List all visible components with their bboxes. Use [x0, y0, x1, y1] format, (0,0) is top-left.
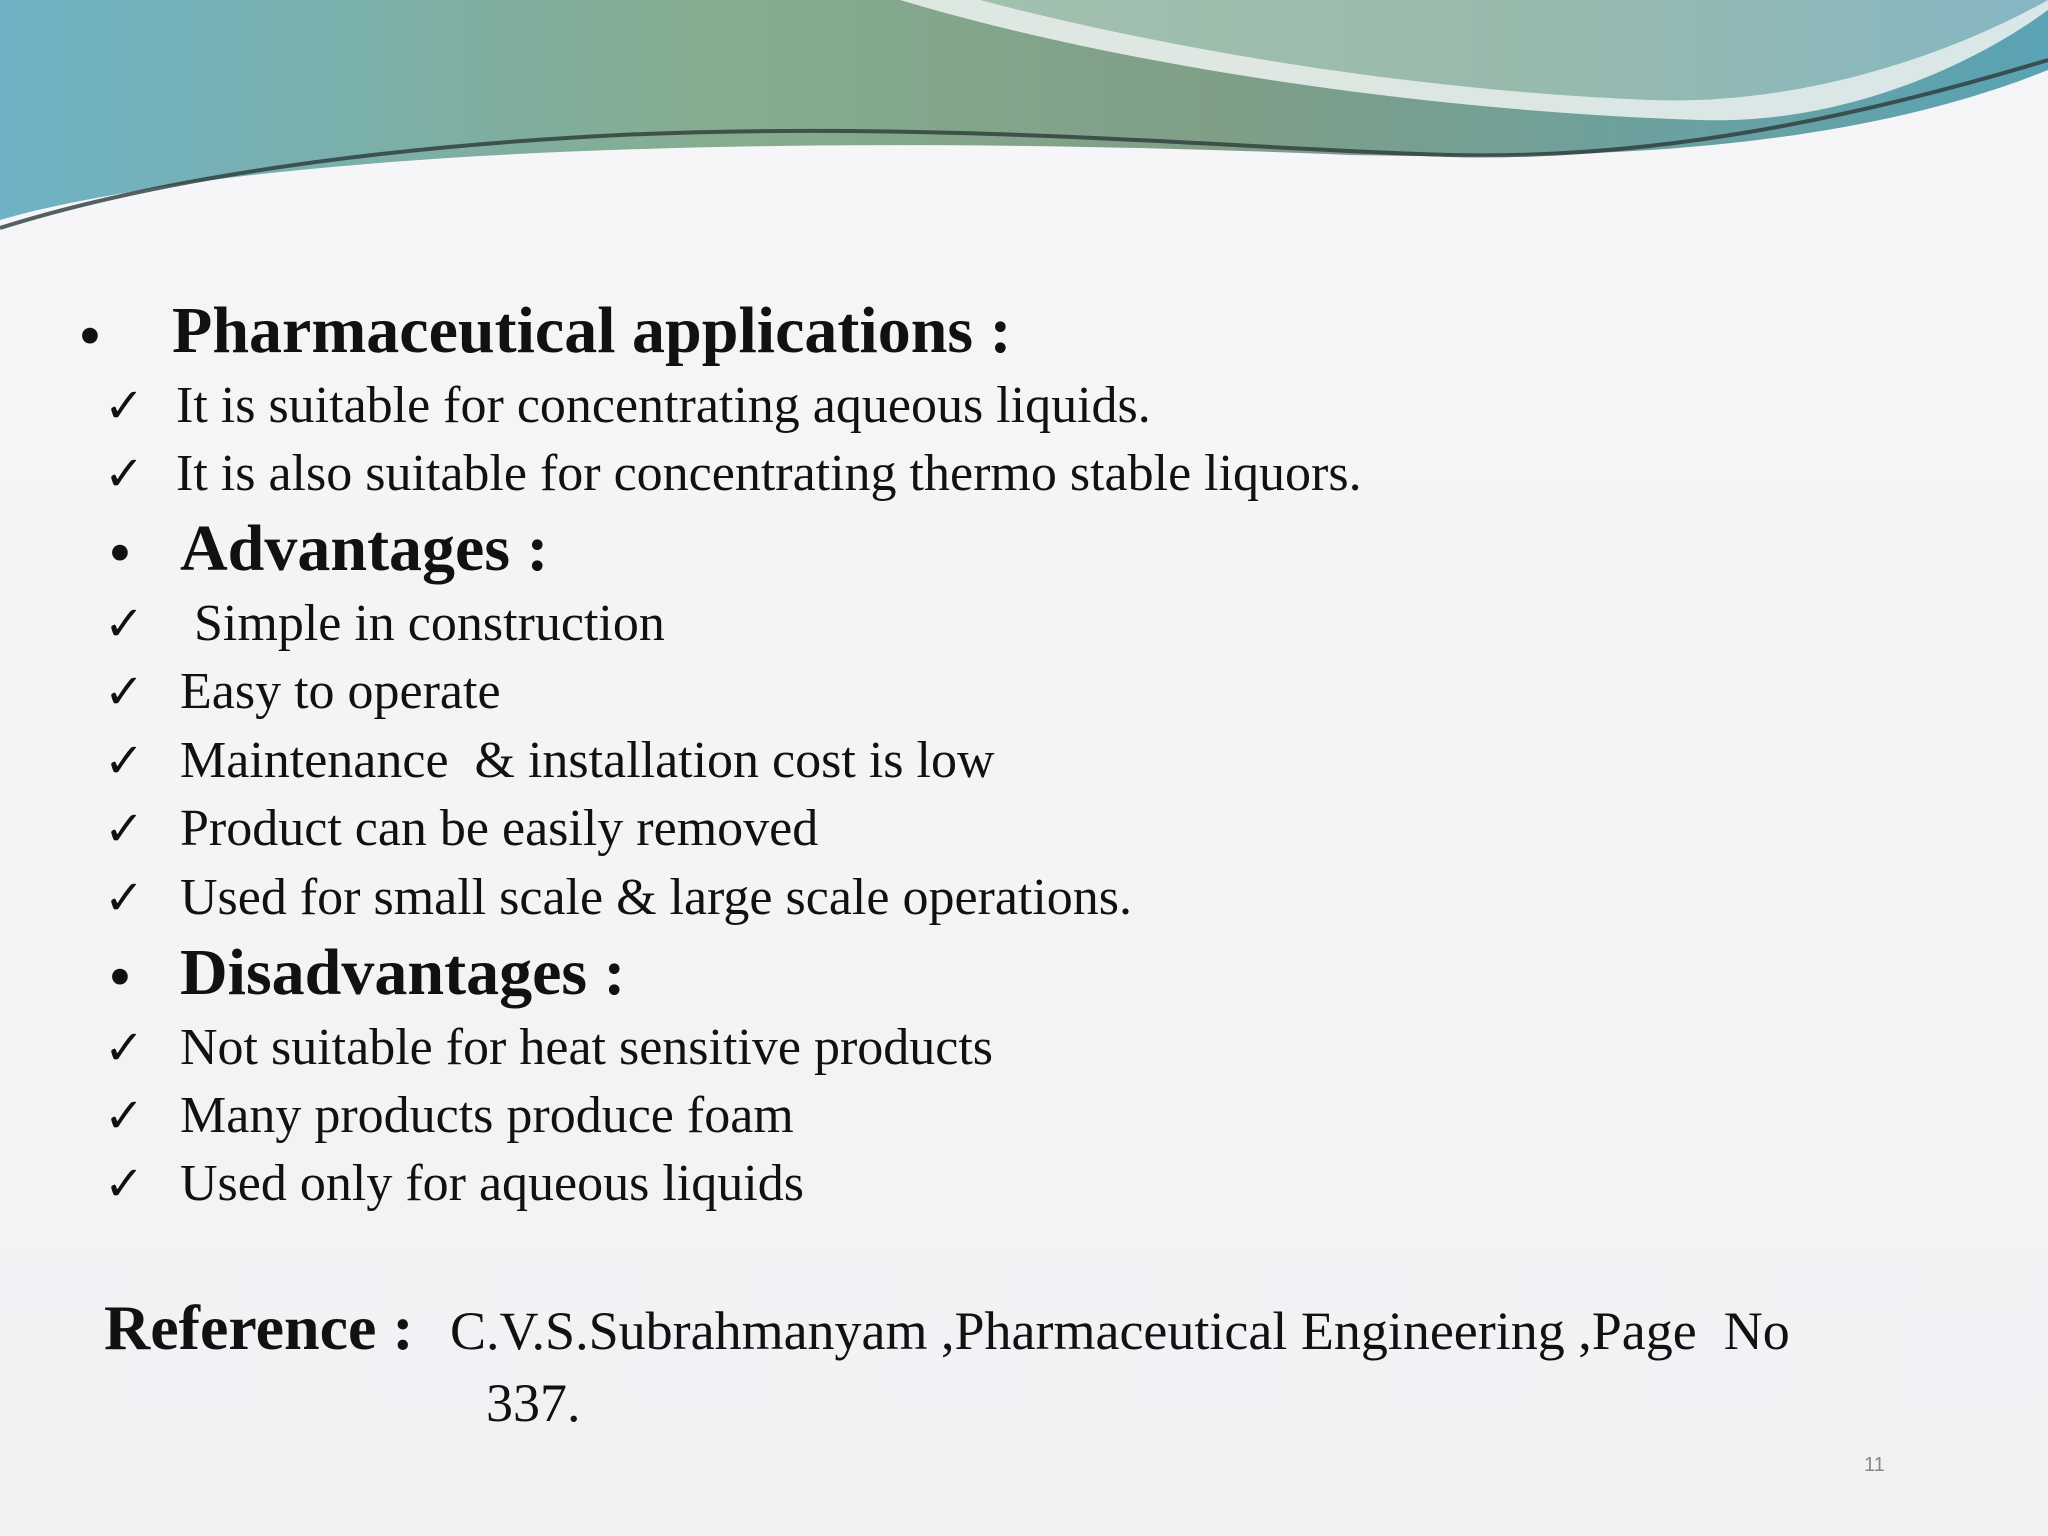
reference-text-line2: 337.: [486, 1373, 581, 1433]
checkmark-icon: ✓: [104, 378, 145, 434]
bullet-icon: •: [104, 947, 136, 1010]
list-item: Easy to operate: [180, 663, 501, 720]
page-number: 11: [1864, 1454, 1885, 1476]
section-heading-pharmaceutical-applications: Pharmaceutical applications :: [172, 294, 1012, 367]
checkmark-icon: ✓: [104, 664, 145, 720]
list-item: Many products produce foam: [180, 1087, 794, 1144]
bullet-icon: •: [74, 306, 106, 369]
reference-text-line1: C.V.S.Subrahmanyam ,Pharmaceutical Engineering ,Page No: [450, 1301, 1790, 1361]
section-heading-advantages: Advantages :: [180, 512, 549, 585]
reference-label: Reference :: [104, 1292, 414, 1363]
checkmark-icon: ✓: [104, 596, 145, 652]
list-item: Used for small scale & large scale operations.: [180, 869, 1133, 926]
checkmark-icon: ✓: [104, 1020, 145, 1076]
list-item: It is suitable for concentrating aqueous liquids.: [176, 377, 1151, 434]
bullet-icon: •: [104, 523, 136, 586]
checkmark-icon: ✓: [104, 1156, 145, 1212]
checkmark-icon: ✓: [104, 1088, 145, 1144]
header-wave-graphic: [0, 0, 2048, 240]
list-item: It is also suitable for concentrating thermo stable liquors.: [176, 445, 1362, 502]
list-item: Maintenance & installation cost is low: [180, 732, 995, 789]
list-item: Simple in construction: [194, 595, 665, 652]
list-item: Used only for aqueous liquids: [180, 1155, 804, 1212]
checkmark-icon: ✓: [104, 446, 145, 502]
section-heading-disadvantages: Disadvantages :: [180, 936, 626, 1009]
checkmark-icon: ✓: [104, 733, 145, 789]
list-item: Not suitable for heat sensitive products: [180, 1019, 994, 1076]
checkmark-icon: ✓: [104, 870, 145, 926]
checkmark-icon: ✓: [104, 801, 145, 857]
list-item: Product can be easily removed: [180, 800, 819, 857]
